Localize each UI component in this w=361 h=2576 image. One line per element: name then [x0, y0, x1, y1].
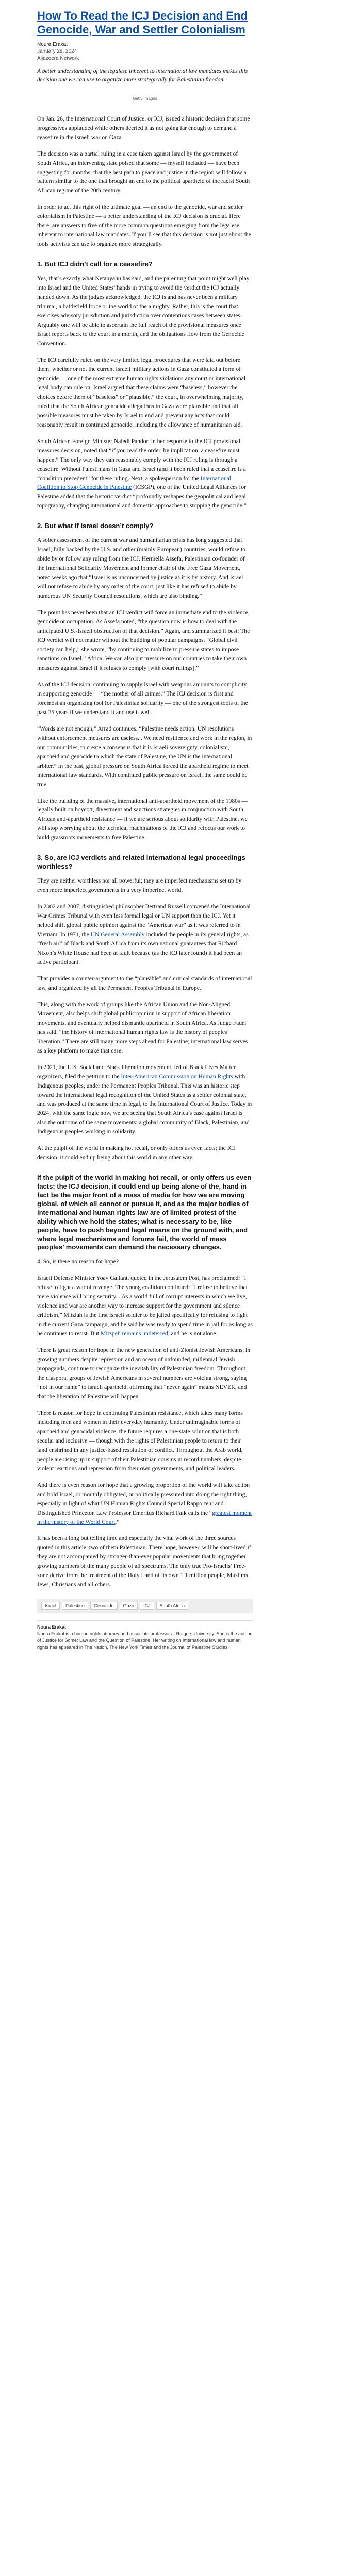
byline-author: Noura Erakat: [37, 41, 68, 47]
inline-link[interactable]: International Coalition to Stop Genocide in Palestine: [37, 474, 232, 491]
article-paragraph: The decision was a partial ruling in a case taken against Israel by the government of South Africa, an intervening state poised that some — myself included — have been suggesting for months: that the best path to peace and justice in the region will follow a pattern similar to the one that brought an end to the political apartheid of the racist South African regime of the 20th century.: [37, 150, 250, 194]
article-paragraph: And there is even reason for hope that a growing proportion of the world will take action and hold Israel, or mouthly obligated, or politically pressured into doing the right thing, especially in light of what UN Human Rights Council Special Rapporteur and Distinguished Princeton Law Professor Emeritus Richard Falk calls the “greatest moment in the history of the World Court.”: [37, 1481, 252, 1526]
article-paragraph: It has been a long but telling time and especially the vital work of the three sources quoted in this article, two of them Palestinian. There hope, however, will be short-lived if they are not accompanied by stronger-than-ever popular movements that bring together growing numbers of the many people of all spectrums. The only true Pro-Israelis’ Free-zone derive from the treatment of the Holy Land of its own 1.1 million people, Muslims, Jews, Christians and all others.: [37, 1535, 251, 1588]
tag-item[interactable]: South Africa: [156, 1602, 189, 1610]
article-paragraph: They are neither worthless nor all powerful; they are imperfect mechanisms set up by even more imperfect governments in a very imperfect world.: [37, 877, 242, 894]
tag-item[interactable]: Palestine: [62, 1602, 88, 1610]
author-bio: [37, 1620, 253, 1651]
article-paragraph: Yes, that’s exactly what Netanyahu has said, and the parenting that point might well play into Israel and the United States’ hands in trying to avoid the verdict the ICJ actually handed down. As the judges acknowledged, the ICJ is and has never been a military tribunal, a battlefield force or the world of the almighty. Rather, this is the court that exercises advisory jurisdiction and jurisdiction over contentious cases between states. Arguably one will be able to ascertain the full reach of the provisional measures once Israel reports back to the court in a month, and the obligations flow from the Genocide Convention.: [37, 275, 250, 347]
article-paragraph: In 2002 and 2007, distinguished philosopher Bertrand Russell convened the International War Crimes Tribunal with even less formal legal or UN support than the ICJ. Yet it helped shift global public opinion against the “American war” as it was referred to in Vietnam. In 1971, the UN General Assembly included the people in its general rights, as “fresh air” of Black and South Africa from its own national guarantees that Richard Nixon’s White House had been at fault because (as the ICJ later found) it had been an active participant.: [37, 903, 251, 965]
section-heading: 1. But ICJ didn’t call for a ceasefire?: [37, 260, 153, 268]
section-heading: 2. But what if Israel doesn’t comply?: [37, 522, 154, 530]
article-paragraph: As of the ICJ decision, continuing to supply Israel with weapons amounts to complicity in supporting genocide — “the mother of all crimes.” The ICJ decision is first and foremost an organizing tool for Palestinian solidarity — one of the strongest tools of the past 75 years if we understand it and use it well.: [37, 681, 248, 716]
article-paragraph: That provides a counter-argument to the “plausible” and critical standards of international law, and organized by all the Permanent Peoples Tribunal in Europe.: [37, 975, 252, 991]
author-bio-text: Noura Erakat is a human rights attorney and associate professor at Rutgers University. She is the author of Justice for Some: Law and the Question of Palestine. Her writing on international law and human rights has appeared in The Nation, The New York Times and the Journal of Palestine Studies.: [37, 1631, 252, 1650]
author-name[interactable]: Noura Erakat: [37, 1624, 67, 1630]
article: [37, 9, 253, 1659]
inline-link[interactable]: UN General Assembly: [90, 930, 145, 938]
inline-link[interactable]: Inter-American Commission on Human Rights: [121, 1073, 233, 1080]
article-paragraph: At the pulpit of the world in making hot recall, or only offers us even facts; the ICJ decision, it could end up being about this world in any other way.: [37, 1145, 236, 1161]
article-body: [37, 114, 253, 1590]
byline-date: January 29, 2024: [37, 48, 77, 55]
article-paragraph: The point has never been that an ICJ verdict will force an immediate end to the violence, genocide or occupation. As Assefa noted, “the question now is how to deal with the anticipated U.S.-Israeli obstruction of that decision.” Again, and summarized it best: The ICJ verdict will not matter without the building of popular campaigns. “Global civil society can help,” she wrote, “by continuing to mobilize to pressure states to impose sanctions on Israel.” Africa. We can also put pressure on our countries to take their own measures against Israel if it refuses to comply [with court rulings].”: [37, 609, 250, 671]
byline-source: Aljazeera Network: [37, 55, 79, 61]
article-paragraph: There is great reason for hope in the new generation of anti-Zionist Jewish Americans, in growing numbers despite repression and an ocean of unfounded, millennial Jewish propaganda, continue to recognize the inevitability of Palestinian freedom. Throughout the diaspora, groups of Jewish Americans in several numbers are voicing strong, saying “not in our name” to Israeli apartheid, affirming that “never again” means NEVER, and that the liberation of Palestine will happen.: [37, 1347, 251, 1400]
inline-link[interactable]: greatest moment in the history of the World Court: [37, 1509, 252, 1526]
article-lede: A better understanding of the legalese inherent to international law mandates makes this decision one we can use to organize more strategically for Palestinian freedom.: [37, 68, 248, 83]
article-paragraph: The ICJ carefully ruled on the very limited legal procedures that were laid out before them, whether or not the current Israeli military actions in Gaza constituted a form of genocide — one of the most extreme human rights violations any court or international legal body can rule on. Israel argued that these claims were “baseless,” however the choices before them of “baseless” or “plausible,” the court, in overwhelming majority, ruled that the South African genocide allegations in Gaza were plausible and that all possible measures must be taken by Israel to end and prevent any acts that could reasonably result in continued genocide, including the allowance of humanitarian aid.: [37, 356, 246, 428]
tag-item[interactable]: Genocide: [90, 1602, 118, 1610]
tag-item[interactable]: ICJ: [140, 1602, 154, 1610]
article-paragraph: 4. So, is there no reason for hope?: [37, 1258, 119, 1265]
tag-item[interactable]: Gaza: [120, 1602, 138, 1610]
article-paragraph: A sober assessment of the current war and humanitarian crisis has long suggested that Israel, fully backed by the U.S. and other (mainly European) countries, would refuse to abide by or follow any ruling from the ICJ. Hermella Assefa, Palestinian co-founder of the International Solidarity Movement and former chair of the Free Gaza Movement, noted weeks ago that “Israel is as unconcerned by justice as it is by history. And Israel will not refuse to abide by any order of the court, just like it has refused to abide by numerous UN Security Council resolutions, which are also binding.”: [37, 537, 246, 600]
article-paragraph: Israeli Defense Minister Yoav Gallant, quoted in the Jerusalem Post, has proclaimed: “I refuse to fight a war of revenge. The young coalition continued: “I refuse to believe that mere violence will bring security... As a world full of corrupt interests in which we live, violence and war are another way to increase support for the government and silence criticism.” Mitzlah is the first Israeli soldier to be jailed specifically for refusing to fight in the current Gaza campaign, and he said he was ready to spend time in jail for as long as he continues to resist. But Mitzpeh remains undeterred, and he is not alone.: [37, 1275, 253, 1337]
article-paragraph: In 2021, the U.S. Social and Black liberation movement, led of Black Lives Matter organizers, filed the petition to the Inter-American Commission on Human Rights with Indigenous peoples, under the Permanent Peoples Tribunal. This was an historic step toward the international legal recognition of the United States as a settler colonial state, and was produced at the same time in legal, to the International Court of Justice. Today in 2024, with the same logic now, we are seeing that South Africa’s case against Israel is also the outcome of the same movements: a global community of Black, Palestinian, and Indigenous peoples working in solidarity.: [37, 1063, 252, 1136]
section-heading: If the pulpit of the world in making hot recall, or only offers us even facts; the ICJ decision, it could end up being alone of the, hand in fact be the major front of a mass of media for how we are moving global, of which all cannot or pursue it, and as the major bodies of international and human rights law are of limited protest of the ability which we hold the states; what is necessary to be, like people, have to push beyond legal means on the ground with, and where legal mechanisms and forums fail, the world of mass peoples’ movements can demand the necessary changes.: [37, 1174, 252, 1251]
article-paragraph: “Words are not enough,” Arrad continues. “Palestine needs action. UN resolutions without enforcement measures are useless... We need resilience and work in the region, in our communities, to create a consensus that it is Israeli sovereignty, colonialism, apartheid and genocide to which the state of Palestine, the UN is the international arbiter.” In the past, global pressure on South Africa forced the apartheid regime to meet international law standards. With continued public pressure on Israel, the same could be true.: [37, 725, 252, 788]
article-title[interactable]: How To Read the ICJ Decision and End Genocide, War and Settler Colonialism: [37, 9, 248, 36]
section-heading: 3. So, are ICJ verdicts and related international legal proceedings worthless?: [37, 854, 245, 871]
article-paragraph: Like the building of the massive, international anti-apartheid movement of the 1980s — legally built on boycott, divestment and sanctions strategies in conjunction with South African anti-apartheid resistance — if we are serious about solidarity with Palestine, we will stop worrying about the technical machinations of the ICJ and refocus our work to build grassroots movements to free Palestine.: [37, 797, 248, 841]
tag-list: [37, 1599, 253, 1613]
inline-link[interactable]: Mitzpeh remains undeterred: [101, 1330, 168, 1337]
byline: [37, 41, 253, 62]
article-paragraph: On Jan. 26, the International Court of Justice, or ICJ, issued a historic decision that some progressives applauded while others decried it as not going far enough to demand a ceasefire in the Israeli war on Gaza.: [37, 115, 250, 141]
photo-credit: Getty Images: [133, 96, 157, 101]
article-paragraph: This, along with the work of groups like the African Union and the Non-Aligned Movement, also helps shift global public opinion in support of African liberation movements, and eventually helped dismantle apartheid in South Africa. As Judge Fadel has said, “the history of international human rights law is the history of peoples’ liberation.” There are still many more steps ahead for Palestine; international law serves as a key platform to make that case.: [37, 1001, 248, 1054]
article-paragraph: In order to act this right of the ultimate goal — an end to the genocide, war and settler colonialism in Palestine — a better understanding of the ICJ decision is crucial. Here there, are answers to five of the more common questions emerging from the legalese inherent to international law mandates. If you’ll see that this decision is not just about the tools activists can use to organize more strategically.: [37, 204, 251, 248]
article-paragraph: South African Foreign Minister Naledi Pandor, in her response to the ICJ provisional measures decision, noted that “if you read the order, by implication, a ceasefire must happen.” The only way they can reasonably comply with the ICJ ruling is through a ceasefire. Without Palestinians in Gaza and Israel (and it been ruled that a ceasefire is a “condition precedent” for these ruling. Next, a spokesperson for the International Coalition to Stop Genocide in Palestine (ICSGP), one of the United Legal Alliances for Palestine added that the historic verdict “profoundly reshapes the geopolitical and legal topography, changing international and domestic approaches to stopping the genocide.”: [37, 437, 247, 510]
article-paragraph: There is reason for hope in continuing Palestinian resistance, which takes many forms including men and women in their everyday humanity. Under unimaginable forms of apartheid and genocidal violence, the future requires a one-state solution that is both secular and inclusive — though with the rights of Palestinian people to return to their land enshrined in any justice-based resolution of conflict. Throughout the Arab world, people are rising up in support of their Palestinian cousins in record numbers, despite violent reactions and repression from their own governments, and political leaders.: [37, 1409, 243, 1472]
tag-item[interactable]: Israel: [41, 1602, 60, 1610]
